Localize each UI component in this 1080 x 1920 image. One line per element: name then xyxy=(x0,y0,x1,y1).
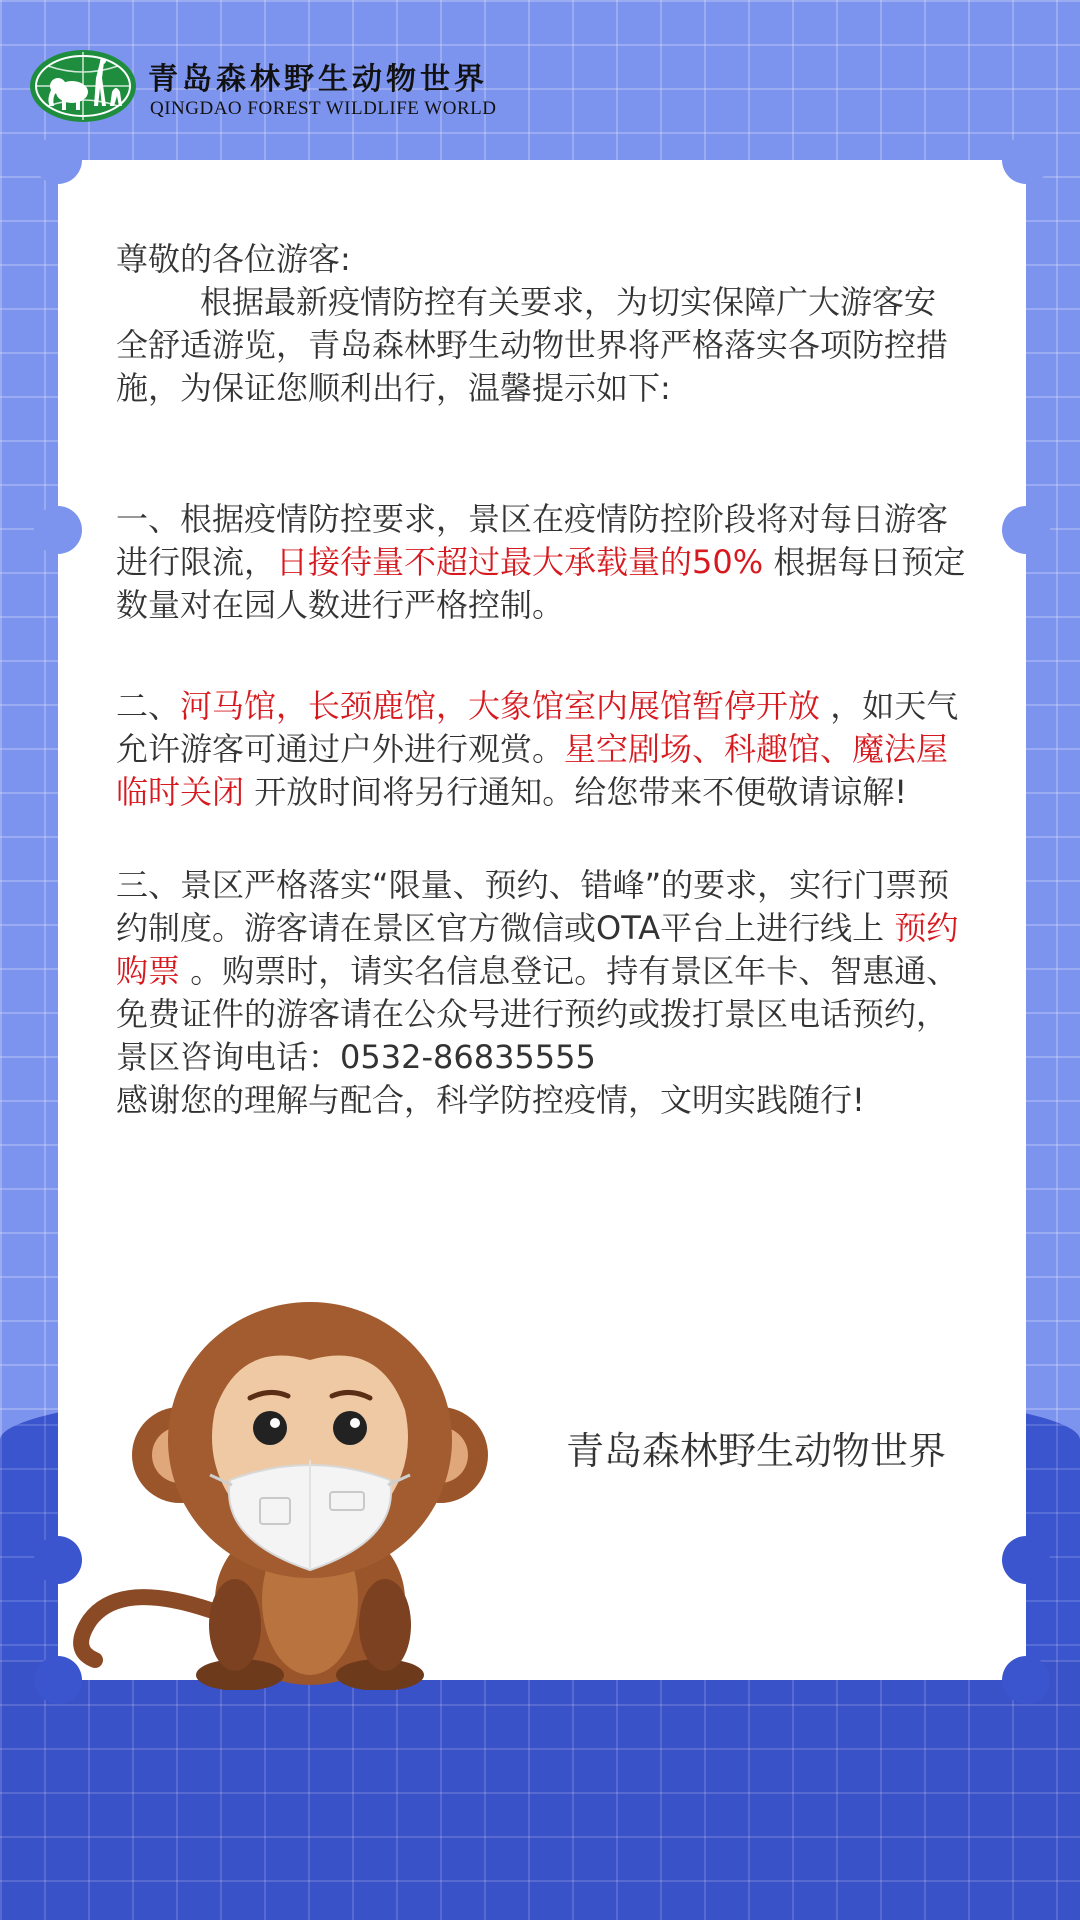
logo-name-cn: 青岛森林野生动物世界 xyxy=(148,62,488,97)
item-1-highlight: 日接待量不超过最大承载量的50% xyxy=(276,543,764,581)
card-notch xyxy=(1002,1656,1050,1704)
item-1-text-b: 根据每日预定数量对在园人数进行严格控制。 xyxy=(116,543,966,624)
card-notch xyxy=(1002,1536,1050,1584)
notice-signature: 青岛森林野生动物世界 xyxy=(566,1429,947,1473)
item-3-text-a: 三、景区严格落实“限量、预约、错峰”的要求，实行门票预约制度。游客请在景区官方微信或OTA平台上进行线上 xyxy=(116,866,950,947)
notice-item-1 xyxy=(116,498,966,627)
notice-content xyxy=(116,238,966,1122)
item-3-text-b: 。购票时，请实名信息登记。持有景区年卡、智惠通、免费证件的游客请在公众号进行预约或拨打景区电话预约，景区咨询电话：0532-86835555 xyxy=(116,952,959,1076)
header-logo xyxy=(28,48,508,124)
item-2-text-a: ，如天气允许游客可通过户外进行观赏。 xyxy=(116,687,959,768)
card-notch xyxy=(1002,506,1050,554)
item-2-prefix: 二、 xyxy=(116,687,181,725)
card-notch xyxy=(1002,136,1050,184)
notice-item-3 xyxy=(116,864,966,1079)
logo-name-en: QINGDAO FOREST WILDLIFE WORLD xyxy=(150,98,497,119)
notice-item-2 xyxy=(116,685,966,814)
monkey-with-mask-illustration xyxy=(60,1280,520,1690)
item-2-highlight-b: 星空剧场、科趣馆、魔法屋临时关闭 xyxy=(116,730,949,811)
item-2-highlight-a: 河马馆，长颈鹿馆，大象馆室内展馆暂停开放 xyxy=(180,687,821,725)
notice-intro: 根据最新疫情防控有关要求，为切实保障广大游客安全舒适游览，青岛森林野生动物世界将严格落实各项防控措施，为保证您顺利出行，温馨提示如下: xyxy=(116,283,949,407)
notice-closing: 感谢您的理解与配合，科学防控疫情，文明实践随行! xyxy=(116,1081,865,1119)
item-2-text-b: 开放时间将另行通知。给您带来不便敬请谅解! xyxy=(244,773,908,811)
item-1-text-a: 一、根据疫情防控要求，景区在疫情防控阶段将对每日游客进行限流， xyxy=(116,500,949,581)
item-3-highlight: 预约购票 xyxy=(116,909,959,990)
card-notch xyxy=(34,136,82,184)
notice-greeting: 尊敬的各位游客: xyxy=(116,240,351,278)
background-lower-fill xyxy=(0,1660,1080,1920)
wildlife-globe-logo-icon xyxy=(28,48,138,124)
card-notch xyxy=(34,506,82,554)
